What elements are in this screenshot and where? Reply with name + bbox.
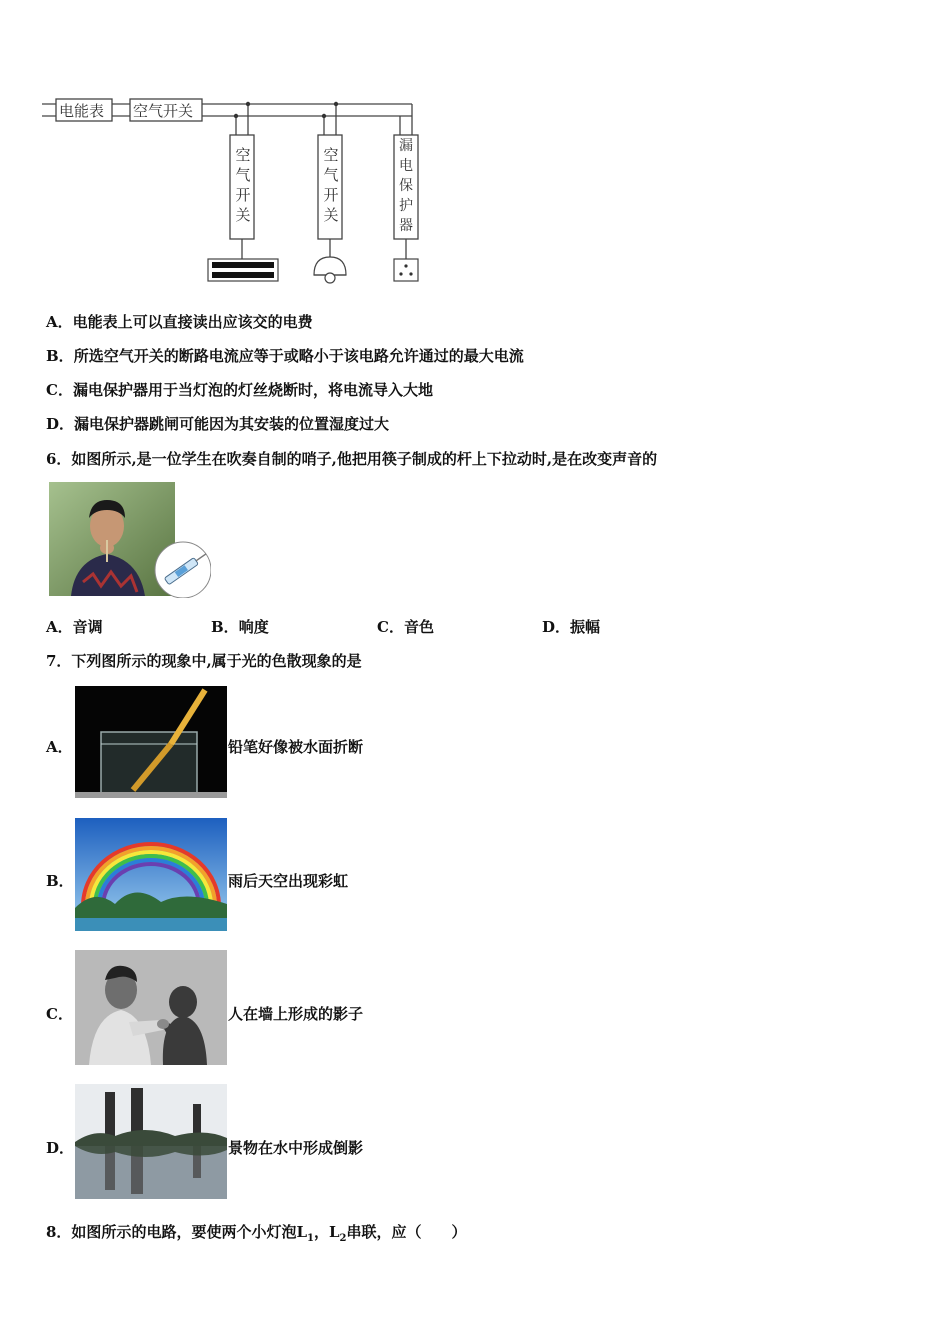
q7-stem: 7．下列图所示的现象中,属于光的色散现象的是	[46, 652, 362, 670]
q6-stem: 6．如图所示,是一位学生在吹奏自制的哨子,他把用筷子制成的杆上下拉动时,是在改变声音的	[46, 450, 658, 468]
q7-option-b-text: 雨后天空出现彩虹	[228, 872, 349, 890]
q6-option-d: D．振幅	[542, 618, 601, 636]
lamp-icon	[314, 257, 346, 283]
q8-stem: 8．如图所示的电路，要使两个小灯泡$L_1$，$L_2$串联，应（ ）	[46, 1223, 467, 1244]
q7-option-a-text: 铅笔好像被水面折断	[228, 738, 364, 756]
q6-option-c: C．音色	[377, 618, 434, 636]
socket-icon	[394, 259, 418, 281]
q7-option-a-letter: A．	[46, 738, 73, 756]
branch2-label: 空 气 开 关	[323, 146, 339, 224]
q7-option-d-text: 景物在水中形成倒影	[228, 1139, 364, 1157]
q7-option-c-text: 人在墙上形成的影子	[228, 1005, 364, 1023]
rainbow-photo	[75, 818, 227, 931]
q7-option-c-letter: C．	[46, 1005, 73, 1023]
reflection-photo	[75, 1084, 227, 1199]
q6-option-b: B．响度	[211, 618, 269, 636]
q7-option-d-letter: D．	[46, 1139, 75, 1157]
pencil-in-water-photo	[75, 686, 227, 798]
boy-whistle-photo	[49, 482, 211, 598]
heater-icon	[208, 259, 278, 281]
q5-option-a: A．电能表上可以直接读出应该交的电费	[46, 313, 313, 331]
meter-label: 电能表	[59, 102, 105, 120]
shadow-photo	[75, 950, 227, 1065]
q6-option-a: A．音调	[46, 618, 103, 636]
q5-option-d: D．漏电保护器跳闸可能因为其安装的位置湿度过大	[46, 415, 390, 433]
q7-option-b-letter: B．	[46, 872, 74, 890]
branch1-label: 空 气 开 关	[235, 146, 251, 224]
q5-option-c: C．漏电保护器用于当灯泡的灯丝烧断时，将电流导入大地	[46, 381, 433, 399]
q5-option-b: B．所选空气开关的断路电流应等于或略小于该电路允许通过的最大电流	[46, 347, 524, 365]
main-switch-label: 空气开关	[133, 102, 194, 120]
branch3-label: 漏 电 保 护 器	[399, 138, 413, 234]
